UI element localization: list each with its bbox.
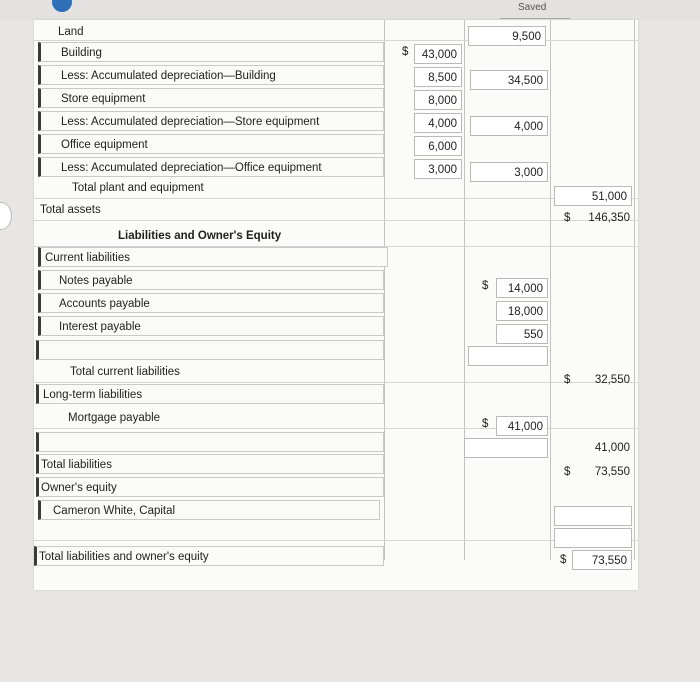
col-divider [384, 20, 385, 560]
col-divider [464, 20, 465, 560]
previous-question-tab[interactable] [0, 202, 12, 230]
quiz-badge-icon [52, 0, 72, 12]
accounts-payable-amount[interactable]: 18,000 [496, 301, 548, 321]
blank-longterm-row[interactable] [36, 432, 384, 452]
col-divider [550, 20, 551, 560]
col-divider [634, 20, 635, 560]
blank-longterm-amount[interactable] [464, 438, 548, 458]
mortgage-dollar: $ [482, 418, 489, 430]
row-rule [34, 382, 638, 383]
row-rule [34, 198, 638, 199]
land-label: Land [58, 26, 84, 38]
acc-dep-office-label[interactable]: Less: Accumulated depreciation—Office equipment [38, 157, 384, 177]
total-assets-label: Total assets [40, 204, 101, 216]
total-assets-dollar: $ [564, 212, 571, 224]
total-assets-amount[interactable]: 146,350 [588, 212, 630, 224]
row-rule [34, 40, 638, 41]
blank-liability-amount[interactable] [468, 346, 548, 366]
total-current-liabilities-label: Total current liabilities [70, 366, 180, 378]
interest-payable-label[interactable]: Interest payable [38, 316, 384, 336]
saved-status: Saved [518, 2, 547, 13]
mortgage-total-amount[interactable]: 41,000 [594, 442, 630, 454]
store-equipment-amount[interactable]: 8,000 [414, 90, 462, 110]
notes-payable-dollar: $ [482, 280, 489, 292]
total-plant-label: Total plant and equipment [72, 182, 204, 194]
office-equipment-amount[interactable]: 6,000 [414, 136, 462, 156]
mortgage-payable-label: Mortgage payable [68, 412, 161, 424]
blank-liability-row[interactable] [36, 340, 384, 360]
row-rule [34, 220, 638, 221]
total-liabilities-label[interactable]: Total liabilities [36, 454, 384, 474]
total-current-liabilities-amount[interactable]: 32,550 [594, 374, 630, 386]
acc-dep-store-label[interactable]: Less: Accumulated depreciation—Store equipment [38, 111, 384, 131]
building-amount[interactable]: 43,000 [414, 44, 462, 64]
total-liabilities-dollar: $ [564, 466, 571, 478]
owners-equity-label[interactable]: Owner's equity [36, 477, 384, 497]
office-equipment-label[interactable]: Office equipment [38, 134, 384, 154]
building-label[interactable]: Building [38, 42, 384, 62]
accounts-payable-label[interactable]: Accounts payable [38, 293, 384, 313]
capital-amount[interactable] [554, 506, 632, 526]
saved-underline [500, 18, 570, 19]
building-dollar: $ [402, 46, 409, 58]
store-net-amount[interactable]: 4,000 [470, 116, 548, 136]
total-liab-equity-dollar: $ [560, 554, 567, 566]
land-amount[interactable]: 9,500 [468, 26, 546, 46]
capital-label[interactable]: Cameron White, Capital [38, 500, 380, 520]
long-term-liabilities-label[interactable]: Long-term liabilities [36, 384, 384, 404]
balance-sheet-worksheet [34, 20, 638, 590]
acc-dep-building-label[interactable]: Less: Accumulated depreciation—Building [38, 65, 384, 85]
building-net-amount[interactable]: 34,500 [470, 70, 548, 90]
notes-payable-amount[interactable]: 14,000 [496, 278, 548, 298]
total-current-dollar: $ [564, 374, 571, 386]
total-liabilities-equity-amount[interactable]: 73,550 [572, 550, 632, 570]
liabilities-equity-heading: Liabilities and Owner's Equity [118, 230, 282, 242]
acc-dep-office-amount[interactable]: 3,000 [414, 159, 462, 179]
office-net-amount[interactable]: 3,000 [470, 162, 548, 182]
mortgage-payable-amount[interactable]: 41,000 [496, 416, 548, 436]
acc-dep-store-amount[interactable]: 4,000 [414, 113, 462, 133]
row-rule [34, 540, 638, 541]
current-liabilities-label[interactable]: Current liabilities [38, 247, 388, 267]
interest-payable-amount[interactable]: 550 [496, 324, 548, 344]
notes-payable-label[interactable]: Notes payable [38, 270, 384, 290]
acc-dep-building-amount[interactable]: 8,500 [414, 67, 462, 87]
blank-equity-amount[interactable] [554, 528, 632, 548]
top-bar [0, 0, 700, 20]
total-plant-amount[interactable]: 51,000 [554, 186, 632, 206]
total-liabilities-amount[interactable]: 73,550 [594, 466, 630, 478]
store-equipment-label[interactable]: Store equipment [38, 88, 384, 108]
total-liabilities-equity-label[interactable]: Total liabilities and owner's equity [34, 546, 384, 566]
